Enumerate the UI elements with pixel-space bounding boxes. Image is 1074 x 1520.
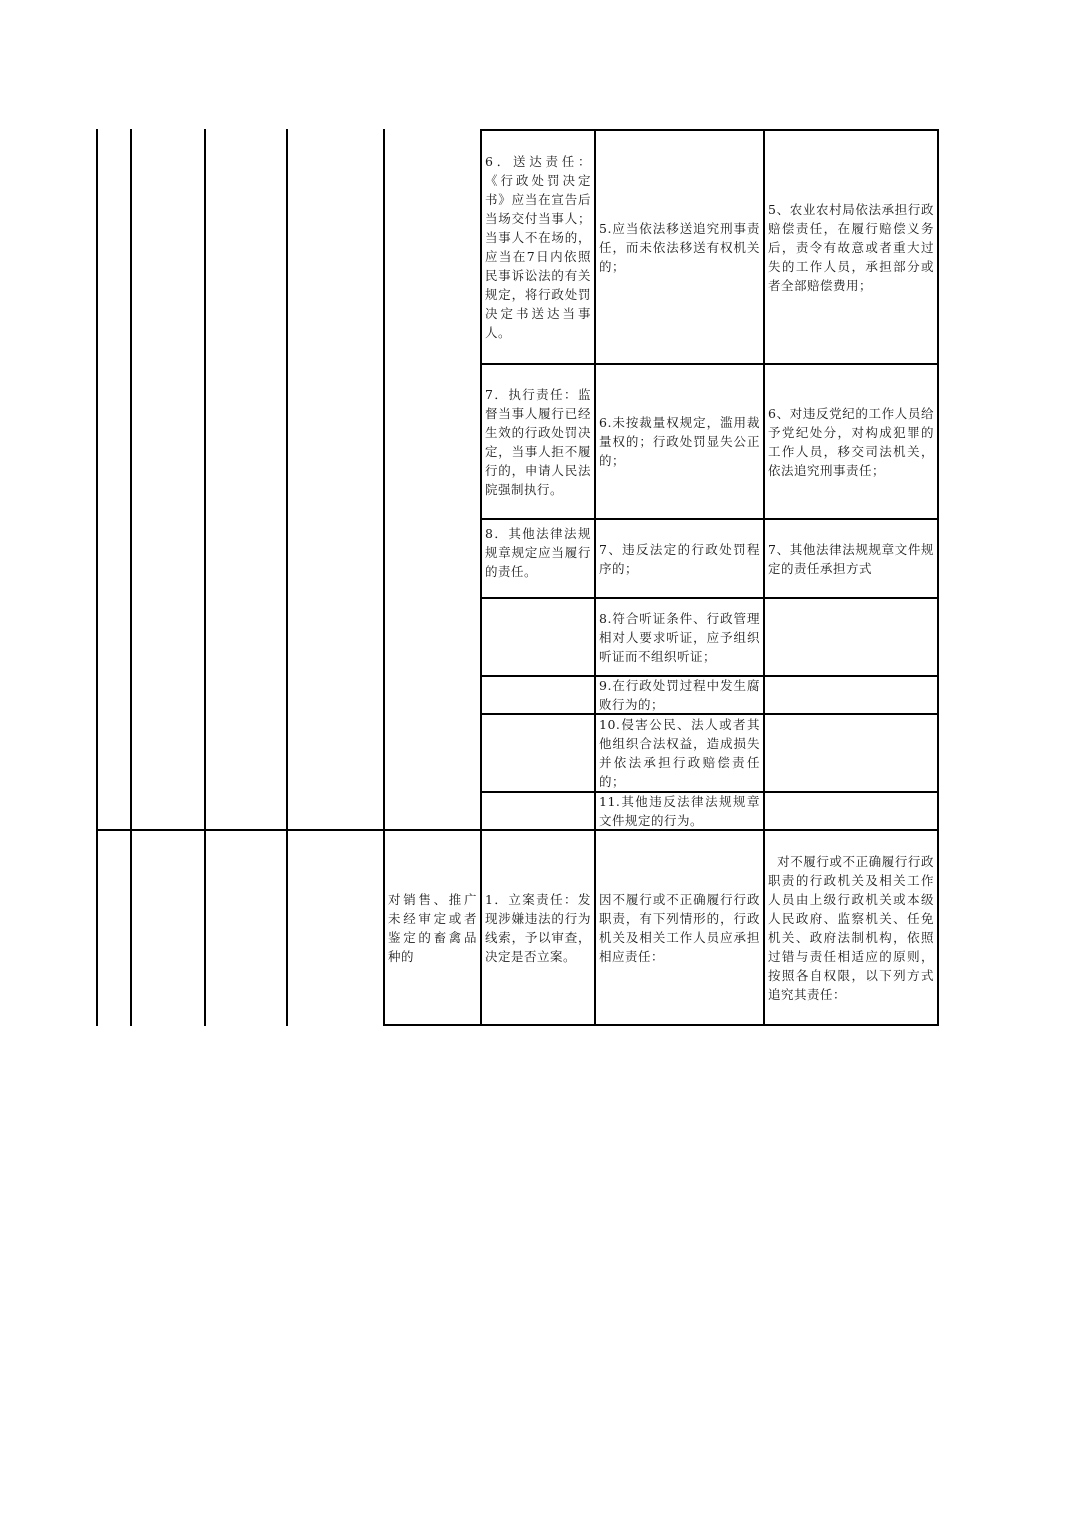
table-row [765,538,937,597]
table-row [482,793,594,829]
table-row [596,831,763,1024]
table-column-border [286,129,288,1026]
table-row [482,131,594,363]
case-cell: 8.符合听证条件、行政管理相对人要求听证，应予组织听证而不组织听证； [599,610,760,664]
table-row [765,677,937,713]
table-row [482,677,594,713]
duty-cell: 7．执行责任：监督当事人履行已经生效的行政处罚决定，当事人拒不履行的，申请人民法院强制执行。 [485,386,591,497]
table-row [765,365,937,518]
case-cell: 7、违反法定的行政处罚程序的； [599,542,760,576]
liability-cell: 6、对违反党纪的工作人员给予党纪处分，对构成犯罪的工作人员，移交司法机关，依法追究刑事责任； [768,405,934,478]
case-cell: 9.在行政处罚过程中发生腐败行为的； [599,678,760,712]
case-cell: 6.未按裁量权规定，滥用裁量权的；行政处罚显失公正的； [599,415,760,468]
table-row-border [480,518,939,520]
table-row [765,715,937,791]
case-cell: 5.应当依法移送追究刑事责任，而未依法移送有权机关的； [599,220,760,274]
table-row [596,715,763,791]
table-row [482,365,594,518]
table-row [765,131,937,363]
table-row [596,677,763,713]
table-row-border [383,1024,939,1026]
case-cell: 因不履行或不正确履行行政职责，有下列情形的，行政机关及相关工作人员应承担相应责任： [599,891,760,964]
table-column-border [130,129,132,1026]
liability-cell: 5、农业农村局依法承担行政赔偿责任，在履行赔偿义务后，责令有故意或者重大过失的工作人员，承担部分或者全部赔偿费用； [768,201,934,293]
table-row [765,793,937,829]
duty-cell: 8．其他法律法规规章规定应当履行的责任。 [485,526,591,579]
case-cell: 11.其他违反法律法规规章文件规定的行为。 [599,794,760,828]
table-row [482,599,594,675]
table-row [596,538,763,597]
item-name-cell: 对销售、推广未经审定或者鉴定的畜禽品种的 [388,891,477,964]
table-column-border [96,129,98,1026]
liability-cell: 对不履行或不正确履行行政职责的行政机关及相关工作人员由上级行政机关或本级人民政府、监察机关、任免机关、政府法制机构，依照过错与责任相适应的原则，按照各自权限，以下列方式追究其责任： [768,853,934,1002]
table-column-border [937,129,939,1026]
table-row [596,599,763,675]
table-row [482,831,594,1024]
case-cell: 10.侵害公民、法人或者其他组织合法权益，造成损失并依法承担行政赔偿责任的； [599,717,760,789]
duty-cell: 6．送达责任：《行政处罚决定书》应当在宣告后当场交付当事人；当事人不在场的，应当在7日内依照民事诉讼法的有关规定，将行政处罚决定书送达当事人。 [485,154,591,340]
table-row [482,715,594,791]
table-row [765,831,937,1024]
table-column-border [204,129,206,1026]
liability-cell: 7、其他法律法规规章文件规定的责任承担方式 [768,542,934,576]
table-row [596,131,763,363]
table-row [385,831,480,1024]
table-row [765,599,937,675]
table-row [482,522,594,597]
table-row [596,365,763,518]
duty-cell: 1．立案责任：发现涉嫌违法的行为线索，予以审查，决定是否立案。 [485,891,591,964]
table-row [596,793,763,829]
